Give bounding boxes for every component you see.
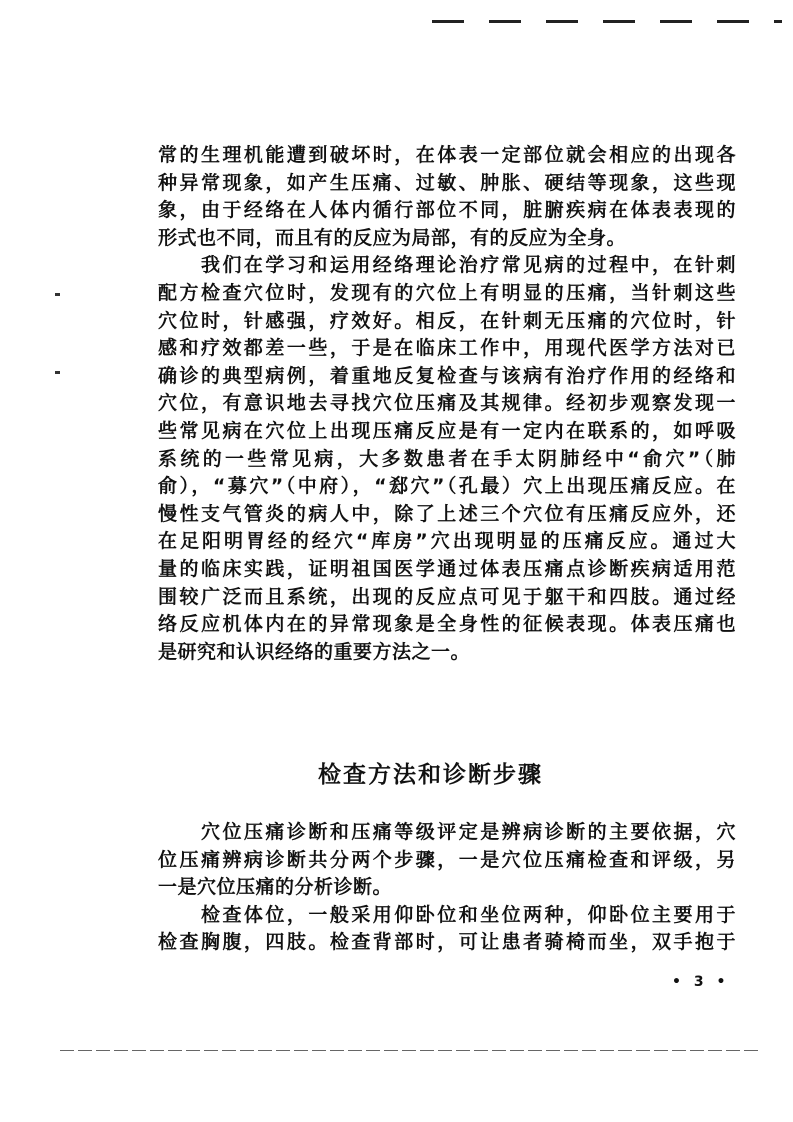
text-line: 一是穴位压痛的分析诊断。 xyxy=(158,876,393,899)
text-line: 我们在学习和运用经络理论治疗常见病的过程中，在针刺 xyxy=(158,254,736,277)
footer-dashed-rule xyxy=(60,1050,760,1051)
page-number: • 3 • xyxy=(672,974,730,990)
text-line: 些常见病在穴位上出现压痛反应是有一定内在联系的，如呼吸 xyxy=(158,420,736,442)
text-line: 穴位，有意识地去寻找穴位压痛及其规律。经初步观察发现一 xyxy=(158,392,736,415)
text-line: 俞），“募穴”（中府），“郄穴”（孔最）穴上出现压痛反应。在 xyxy=(158,475,736,498)
text-line: 感和疗效都差一些，于是在临床工作中，用现代医学方法对已 xyxy=(158,337,736,360)
text-line: 络反应机体内在的异常现象是全身性的征候表现。体表压痛也 xyxy=(158,613,736,636)
text-line: 形式也不同，而且有的反应为局部，有的反应为全身。 xyxy=(158,226,627,249)
text-line: 检查胸腹，四肢。检查背部时，可让患者骑椅而坐，双手抱于 xyxy=(158,931,736,954)
text-line: 位压痛辨病诊断共分两个步骤，一是穴位压痛检查和评级，另 xyxy=(158,848,736,871)
text-line: 围较广泛而且系统，出现的反应点可见于躯干和四肢。通过经 xyxy=(158,585,736,608)
text-line: 检查体位，一般采用仰卧位和坐位两种，仰卧位主要用于 xyxy=(158,903,736,926)
scan-mark xyxy=(55,293,60,296)
text-line: 象，由于经络在人体内循行部位不同，脏腑疾病在体表表现的 xyxy=(158,199,736,222)
section-heading: 检查方法和诊断步骤 xyxy=(318,762,543,788)
text-line: 在足阳明胃经的经穴“库房”穴出现明显的压痛反应。通过大 xyxy=(158,530,736,553)
text-line: 是研究和认识经络的重要方法之一。 xyxy=(158,640,471,663)
text-line: 穴位压痛诊断和压痛等级评定是辨病诊断的主要依据，穴 xyxy=(158,821,736,843)
text-line: 常的生理机能遭到破坏时，在体表一定部位就会相应的出现各 xyxy=(158,144,736,166)
text-line: 系统的一些常见病，大多数患者在手太阴肺经中“俞穴”（肺 xyxy=(158,447,736,470)
scan-mark xyxy=(55,371,60,374)
text-line: 慢性支气管炎的病人中，除了上述三个穴位有压痛反应外，还 xyxy=(158,502,736,525)
header-dashed-rule xyxy=(432,20,782,23)
text-line: 穴位时，针感强，疗效好。相反，在针刺无压痛的穴位时，针 xyxy=(158,309,736,332)
text-line: 种异常现象，如产生压痛、过敏、肿胀、硬结等现象，这些现 xyxy=(158,171,736,194)
text-line: 配方检查穴位时，发现有的穴位上有明显的压痛，当针刺这些 xyxy=(158,282,736,304)
text-line: 量的临床实践，证明祖国医学通过体表压痛点诊断疾病适用范 xyxy=(158,558,736,580)
text-line: 确诊的典型病例，着重地反复检查与该病有治疗作用的经络和 xyxy=(158,364,736,387)
